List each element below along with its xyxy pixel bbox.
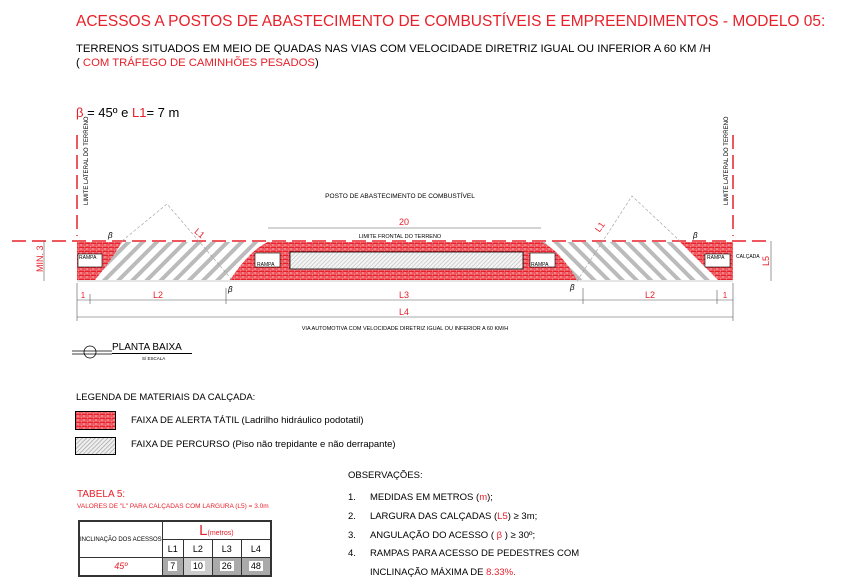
column-header: L4 [241,540,271,558]
cell-l3: 26 [221,561,232,572]
group-header-unit: (metros) [207,530,234,537]
column-header: L2 [183,540,212,558]
front-limit-label: LIMITE FRONTAL DO TERRENO [358,234,442,240]
ramp-label: RAMPA [257,262,275,268]
obs-num: 1. [348,492,356,503]
observation-item [348,548,579,559]
l1-label-right: L1 [593,219,607,234]
cell-value [162,558,183,576]
row-header: INCLINAÇÃO DOS ACESSOS [79,521,162,558]
obs-highlight: β [496,530,503,541]
obs-num: 4. [348,548,356,559]
obs-highlight: m [479,492,488,503]
cell-value [212,558,241,576]
cell-l1: 7 [170,561,176,572]
dim-l4: L4 [398,307,410,317]
dim-1-left: 1 [80,291,86,300]
values-table [78,520,272,577]
legend-swatches [75,411,117,456]
l5-label: L5 [761,255,771,266]
obs-text: ANGULAÇÃO DO ACESSO ( [369,530,497,541]
observation-item [348,530,535,541]
legend-item-tactile: FAIXA DE ALERTA TÁTIL (Ladrilho hidráulico podotatil) [131,415,364,426]
ramp-label: RAMPA [707,255,725,261]
fuel-station-label: POSTO DE ABASTECIMENTO DE COMBUSTÍVEL [325,193,475,200]
ramp-label: RAMPA [79,255,97,261]
center-walkway [290,252,523,269]
obs-text-end: ); [487,492,493,503]
dim-l3: L3 [398,290,410,300]
legend-item-walkway: FAIXA DE PERCURSO (Piso não trepidante e não derrapante) [131,439,396,450]
paren-open: ( [76,57,83,69]
obs-text: LARGURA DAS CALÇADAS ( [369,511,498,522]
obs-num: 3. [348,530,356,541]
column-header: L1 [162,540,183,558]
obs-text: RAMPAS PARA ACESSO DE PEDESTRES COM [369,548,580,559]
ramp-label: RAMPA [531,262,549,268]
group-header [162,521,271,540]
observation-item-continued [370,567,516,578]
obs-highlight: 8.33%. [486,567,516,578]
cell-value [183,558,212,576]
cell-l4: 48 [250,561,261,572]
obs-num: 2. [348,511,356,522]
obs-highlight: L5 [497,511,508,522]
obs-text: MEDIDAS EM METROS ( [369,492,480,503]
right-lateral-limit-label: LIMITE LATERAL DO TERRENO [724,116,730,205]
section-symbol-icon [72,343,112,361]
l1-value: = 7 m [146,105,180,120]
sidewalk-label: CALÇADA [736,254,760,260]
observations-heading: OBSERVAÇÕES: [348,470,423,481]
observation-item [348,492,493,503]
obs-text: INCLINAÇÃO MÁXIMA DE [370,567,487,578]
beta-label: β [570,283,575,292]
tactile-swatch [76,412,116,430]
left-lateral-limit-label: LIMITE LATERAL DO TERRENO [84,116,90,205]
plan-title: PLANTA BAIXA [112,342,192,354]
min3-label: MIN. 3 [35,245,45,272]
walkway-swatch [76,438,116,455]
cell-l2: 10 [192,561,203,572]
beta-label: β [693,231,698,240]
table-title: TABELA 5: [77,489,126,500]
beta-label: β [108,231,113,240]
observation-item [348,511,537,522]
l1-label-left: L1 [192,226,207,241]
cell-inclination: 45º [79,558,162,576]
beta-symbol: β [76,105,84,120]
table-subtitle: VALORES DE "L" PARA CALÇADAS COM LARGURA (L5) = 3.0m [77,503,269,510]
road-label: VIA AUTOMOTIVA COM VELOCIDADE DIRETRIZ IGUAL OU INFERIOR A 60 KM/H [301,326,509,332]
cell-value [241,558,271,576]
paren-close: ) [314,57,319,69]
dimension-20: 20 [398,217,410,227]
plan-scale: S/ ESCALA [142,356,166,361]
obs-text-end: ) ≥ 30º; [502,530,536,541]
obs-text-end: ) ≥ 3m; [507,511,538,522]
subtitle: TERRENOS SITUADOS EM MEIO DE QUADAS NAS VIAS COM VELOCIDADE DIRETRIZ IGUAL OU INFERIOR A 60 KM /H [76,43,711,55]
heavy-traffic-note: COM TRÁFEGO DE CAMINHÕES PESADOS [82,57,315,69]
document-title: ACESSOS A POSTOS DE ABASTECIMENTO DE COMBUSTÍVEIS E EMPREENDIMENTOS - MODELO 05: [76,13,826,30]
beta-value: = 45º e [83,105,132,120]
beta-label: β [228,285,233,294]
table-row [79,558,271,576]
group-header-symbol: L [199,522,208,539]
column-header: L3 [212,540,241,558]
dim-l2-left: L2 [152,290,164,300]
legend-heading: LEGENDA DE MATERIAIS DA CALÇADA: [76,392,256,403]
l1-symbol: L1 [131,105,147,120]
dim-1-right: 1 [722,291,728,300]
dim-l2-right: L2 [644,290,656,300]
